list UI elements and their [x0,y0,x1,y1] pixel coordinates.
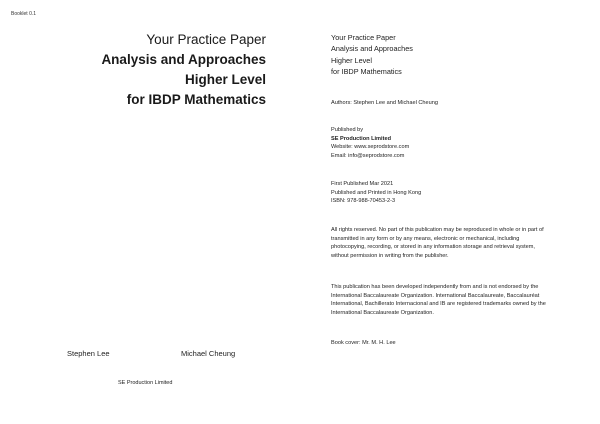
right-page [300,0,600,424]
rights-line: without permission in writing from the publisher. [331,252,449,259]
copyright-title-line: Your Practice Paper [331,33,396,42]
title-line-1: Your Practice Paper [146,32,266,47]
authors-line: Authors: Stephen Lee and Michael Cheung [331,100,438,106]
title-line-4: for IBDP Mathematics [126,92,266,107]
copyright-title-line: Analysis and Approaches [331,44,413,54]
isbn-line: ISBN: 978-988-70453-2-3 [331,198,396,205]
author-name-2: Michael Cheung [181,349,236,358]
publisher-company: SE Production Limited [331,135,391,142]
book-title [16,30,266,110]
book-cover-credit: Book cover: Mr. M. H. Lee [331,340,396,346]
title-line-2: Analysis and Approaches [101,52,266,67]
published-by-block [331,126,593,160]
rights-reserved-block [331,226,593,260]
title-line-3: Higher Level [184,72,266,87]
copyright-title-line: for IBDP Mathematics [331,66,402,76]
first-published-line: First Published Mar 2021 [331,181,394,187]
published-by-label: Published by [331,127,364,133]
author-name-1: Stephen Lee [67,349,110,358]
disclaimer-line: This publication has been developed independently from and is not endorsed by the [331,284,539,290]
printed-in-line: Published and Printed in Hong Kong [331,189,422,196]
booklet-label: Booklet 0.1 [11,11,37,17]
disclaimer-line: International, Bachillerato Internacional and IB are registered trademarks owned by the [331,301,546,308]
copyright-title-line: Higher Level [331,55,372,65]
ib-disclaimer-block [331,283,593,317]
copyright-title [331,32,593,77]
first-published-block [331,180,593,206]
publisher-email: Email: info@seprodstore.com [331,152,405,159]
rights-line: photocopying, recording, or stored in any information storage and retrieval system, [331,244,535,251]
disclaimer-line: International Baccalaureate Organization. [331,309,434,316]
rights-line: transmitted in any form or by any means, electronic or mechanical, including [331,235,520,242]
publisher-website: Website: www.seprodstore.com [331,144,410,151]
disclaimer-line: International Baccalaureate Organization. International Baccalaureate, Baccalauréat [331,292,540,299]
rights-line: All rights reserved. No part of this publication may be reproduced in whole or in part of [331,227,544,233]
publisher-name: SE Production Limited [118,380,173,386]
